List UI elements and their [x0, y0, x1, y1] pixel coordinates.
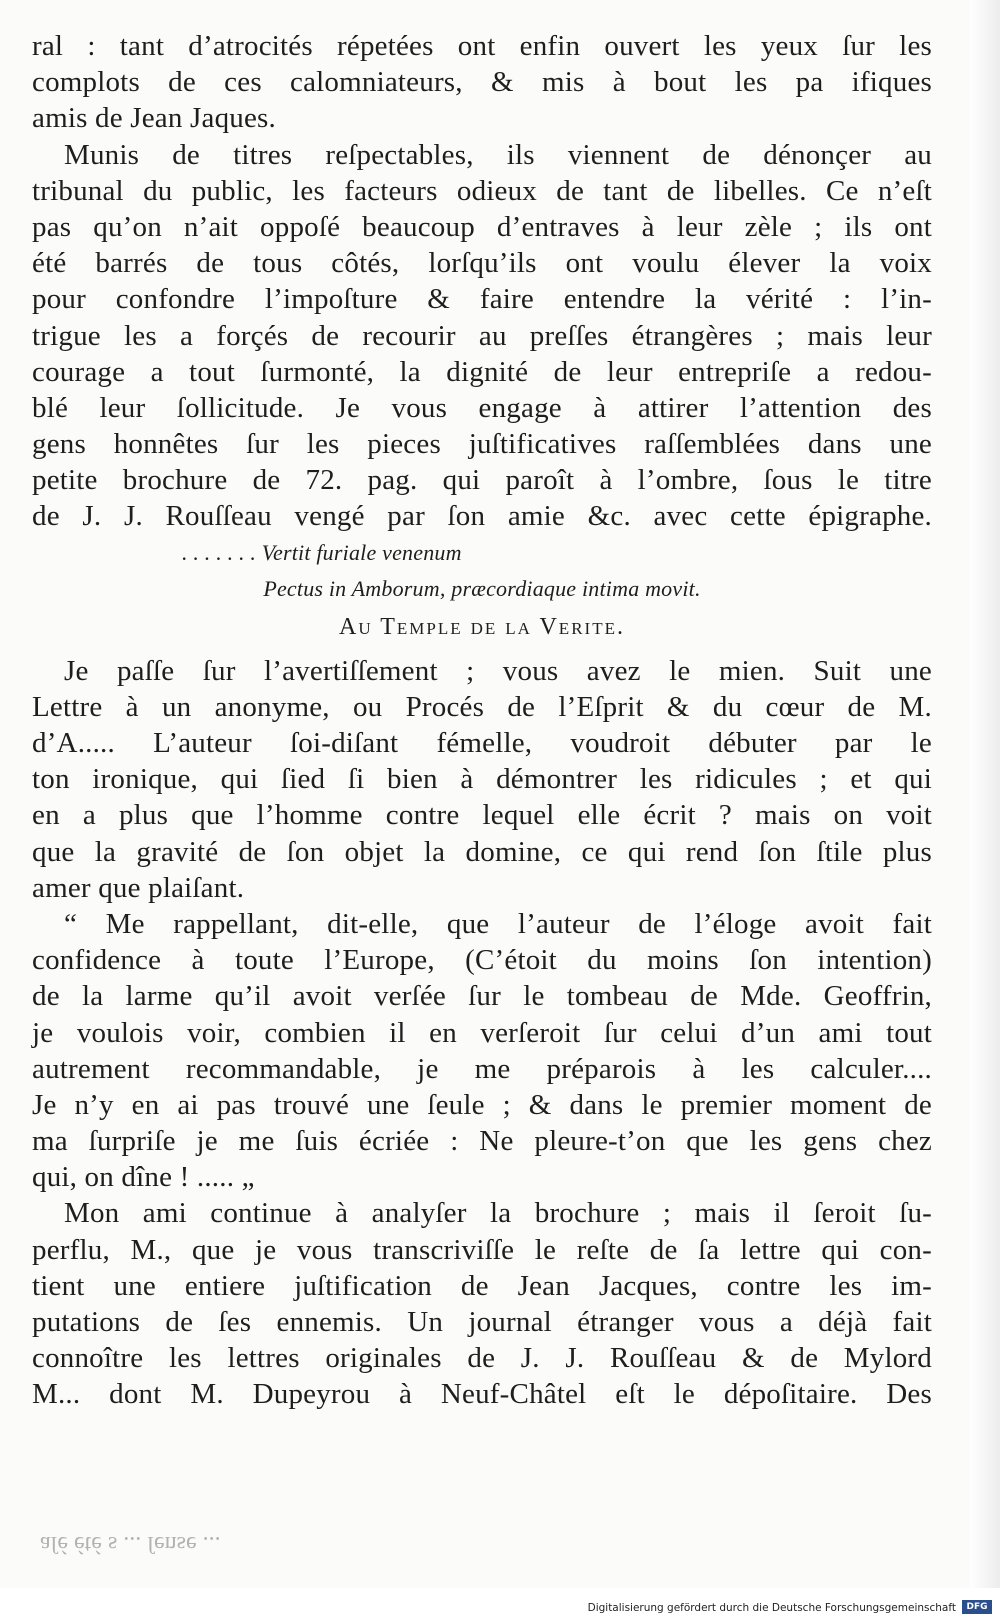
text-line: été barrés de tous côtés, lorſqu’ils ont voulu élever la voix — [32, 247, 932, 280]
text-line: “ Me rappellant, dit-elle, que l’auteur de l’éloge avoit fait — [64, 907, 932, 940]
text-line: blé leur ſollicitude. Je vous engage à attirer l’attention des — [32, 391, 932, 424]
text-line: de la larme qu’il avoit verſée ſur le tombeau de Mde. Geoffrin, — [32, 980, 932, 1013]
text-line: autrement recommandable, je me préparois à les calculer.... — [32, 1052, 932, 1085]
text-line: petite brochure de 72. pag. qui paroît à l’ombre, ſous le titre — [32, 464, 932, 497]
body-text — [32, 28, 932, 1413]
text-line: complots de ces calomniateurs, & mis à bout les pa ifiques — [32, 66, 932, 99]
epigraph-line: Pectus in Amborum, præcordiaque intima movit. — [263, 575, 701, 601]
dfg-logo: DFG — [962, 1600, 992, 1614]
text-line: perflu, M., que je vous transcriviſſe le reſte de ſa lettre qui con- — [32, 1233, 932, 1266]
text-line: pour confondre l’impoſture & faire entendre la vérité : l’in- — [32, 283, 932, 316]
digitization-footer — [0, 1588, 1000, 1624]
text-line: en a plus que l’homme contre lequel elle écrit ? mais on voit — [32, 799, 932, 832]
text-line: d’A..... L’auteur ſoi-diſant fémelle, voudroit débuter par le — [32, 727, 932, 759]
text-line: tient une entiere juſtification de Jean Jacques, contre les im- — [32, 1269, 932, 1302]
funding-credit: Digitalisierung gefördert durch die Deutsche Forschungsgemeinschaft — [587, 1602, 956, 1614]
text-line: connoître les lettres originales de J. J. Rouſſeau & de Mylord — [32, 1342, 932, 1375]
text-line: putations de ſes ennemis. Un journal étranger vous a déjà fait — [32, 1306, 932, 1338]
text-line: trigue les a forçés de recourir au preſſes étrangères ; mais leur — [32, 319, 932, 352]
text-line: que la gravité de ſon objet la domine, ce qui rend ſon ſtile plus — [32, 835, 932, 868]
text-line: amer que plaiſant. — [32, 871, 245, 904]
text-line: pas qu’on n’ait oppoſé beaucoup d’entraves à leur zèle ; ils ont — [32, 210, 932, 243]
page-edge-shadow — [970, 0, 1000, 1590]
text-line: Munis de titres reſpectables, ils viennent de dénonçer au — [64, 138, 932, 171]
text-line: je voulois voir, combien il en verſeroit ſur celui d’un ami tout — [32, 1016, 932, 1049]
text-line: M... dont M. Dupeyrou à Neuf-Châtel eſt le dépoſitaire. Des — [32, 1378, 932, 1411]
text-line: Mon ami continue à analyſer la brochure ; mais il ſeroit ſu- — [64, 1197, 932, 1230]
section-heading: Au Temple de la Verite. — [339, 613, 625, 640]
text-line: ral : tant d’atrocités répetées ont enfin ouvert les yeux ſur les — [32, 30, 932, 62]
text-line: amis de Jean Jaques. — [32, 102, 276, 135]
bleed-through-text: aſé été s ... ſense ... — [40, 1531, 221, 1557]
epigraph-line: . . . . . . . Vertit furiale venenum — [182, 539, 462, 565]
text-line: Je n’y en ai pas trouvé une ſeule ; & dans le premier moment de — [32, 1088, 932, 1121]
text-line: courage a tout ſurmonté, la dignité de leur entrepriſe a redou- — [32, 355, 932, 388]
text-line: qui, on dîne ! ..... „ — [32, 1161, 255, 1194]
text-line: Lettre à un anonyme, ou Procés de l’Eſprit & du cœur de M. — [32, 690, 932, 723]
text-line: ma ſurpriſe je me ſuis écriée : Ne pleure-t’on que les gens chez — [32, 1125, 932, 1158]
text-line: de J. J. Rouſſeau vengé par ſon amie &c. avec cette épigraphe. — [32, 500, 932, 533]
text-line: tribunal du public, les facteurs odieux de tant de libelles. Ce n’eſt — [32, 174, 932, 207]
text-line: ton ironique, qui ſied ſi bien à démontrer les ridicules ; et qui — [32, 763, 932, 796]
text-line: gens honnêtes ſur les pieces juſtificatives raſſemblées dans une — [32, 428, 932, 461]
text-line: confidence à toute l’Europe, (C’étoit du moins ſon intention) — [32, 944, 932, 977]
text-line: Je paſſe ſur l’avertiſſement ; vous avez le mien. Suit une — [64, 654, 932, 687]
